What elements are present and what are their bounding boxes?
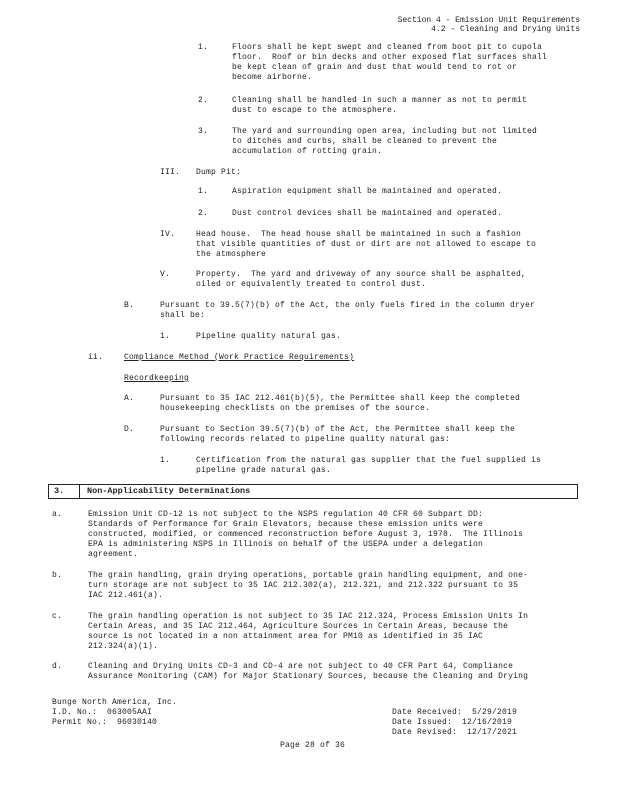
footer-company: Bunge North America, Inc.: [52, 698, 178, 707]
determination-letter: d.: [52, 662, 63, 671]
determination-letter: a.: [52, 510, 63, 519]
item-number: 1.: [160, 332, 171, 341]
item-text: Dump Pit:: [196, 168, 242, 177]
compliance-method-heading: Compliance Method (Work Practice Requirements): [124, 353, 355, 362]
banner-divider: [79, 485, 80, 498]
footer-date-received: Date Received: 5/29/2019: [392, 708, 518, 717]
footer-id-no: I.D. No.: 063005AAI: [52, 708, 153, 717]
item-text: Dust control devices shall be maintained and operated.: [232, 209, 503, 218]
item-number: 1.: [160, 456, 171, 465]
recordkeeping-heading: Recordkeeping: [124, 374, 190, 383]
item-text: Pursuant to 39.5(7)(b) of the Act, the only fuels fired in the column dryer shall be:: [160, 301, 536, 320]
item-number: V.: [160, 270, 171, 279]
item-number: 2.: [198, 209, 209, 218]
item-number: A.: [124, 394, 135, 403]
footer-permit-no: Permit No.: 96030140: [52, 718, 158, 727]
section-number: 3.: [54, 486, 65, 496]
determination-text: Cleaning and Drying Units CD-3 and CD-4 are not subject to 40 CFR Part 64, Compliance Assurance Monitoring (CAM) for Major Stationary Sources, because the Cleaning and Drying: [88, 662, 529, 681]
section-header: Section 4 - Emission Unit Requirements: [397, 16, 580, 25]
item-number: III.: [160, 168, 181, 177]
determination-letter: c.: [52, 612, 63, 621]
item-text: Aspiration equipment shall be maintained and operated.: [232, 187, 503, 196]
determination-text: The grain handling, grain drying operations, portable grain handling equipment, and one- turn storage are not subject to 35 IAC 212.302(a), 212.321, and 212.322 pursuant to 35 IAC 212.461(a).: [88, 571, 529, 600]
page-number: Page 28 of 36: [280, 741, 346, 750]
item-text: Certification from the natural gas supplier that the fuel supplied is pipeline grade natural gas.: [196, 456, 542, 475]
item-text: Property. The yard and driveway of any source shall be asphalted, oiled or equivalently treated to control dust.: [196, 270, 527, 289]
item-text: Cleaning shall be handled in such a manner as not to permit dust to escape to the atmosphere.: [232, 96, 528, 115]
item-text: Pursuant to Section 39.5(7)(b) of the Act, the Permittee shall keep the following records related to pipeline quality natural gas:: [160, 425, 516, 444]
item-number: B.: [124, 301, 135, 310]
determination-text: The grain handling operation is not subject to 35 IAC 212.324, Process Emission Units In Certain Areas, and 35 IAC 212.464, Agriculture Sources in Certain Areas, because the source is not located in a non attainment area for PM10 as identified in 35 IAC 212.324(a)(1).: [88, 612, 529, 651]
subsection-header: 4.2 - Cleaning and Drying Units: [431, 25, 580, 34]
item-number: 2.: [198, 96, 209, 105]
item-text: Head house. The head house shall be maintained in such a fashion that visible quantities of dust or dirt are not allowed to escape to the atmosphere: [196, 230, 537, 259]
footer-date-revised: Date Revised: 12/17/2021: [392, 728, 518, 737]
item-text: Pursuant to 35 IAC 212.461(b)(5), the Permittee shall keep the completed housekeeping checklists on the premises of the source.: [160, 394, 521, 413]
item-number: ii.: [88, 353, 104, 362]
item-text: The yard and surrounding open area, including but not limited to ditches and curbs, shall be cleaned to prevent the accumulation of rotting grain.: [232, 127, 538, 156]
determination-text: Emission Unit CD-12 is not subject to the NSPS regulation 40 CFR 60 Subpart DD: Standards of Performance for Grain Elevators, because these emission units were constructed, modified, or commenced reconstruction before August 3, 1978. The Illinois EPA is administering NSPS in Illinois on behalf of the USEPA under a delegation agreement.: [88, 510, 524, 559]
item-text: Floors shall be kept swept and cleaned from boot pit to cupola floor. Roof or bin decks and other exposed flat surfaces shall be kept clean of grain and dust that would tend to rot or become airborne.: [232, 43, 548, 82]
item-text: Pipeline quality natural gas.: [196, 332, 342, 341]
item-number: 3.: [198, 127, 209, 136]
item-number: 1.: [198, 43, 209, 52]
footer-date-issued: Date Issued: 12/16/2019: [392, 718, 513, 727]
item-number: D.: [124, 425, 135, 434]
item-number: 1.: [198, 187, 209, 196]
determination-letter: b.: [52, 571, 63, 580]
item-number: IV.: [160, 230, 176, 239]
section-banner: [48, 484, 578, 499]
section-title: Non-Applicability Determinations: [87, 486, 251, 496]
